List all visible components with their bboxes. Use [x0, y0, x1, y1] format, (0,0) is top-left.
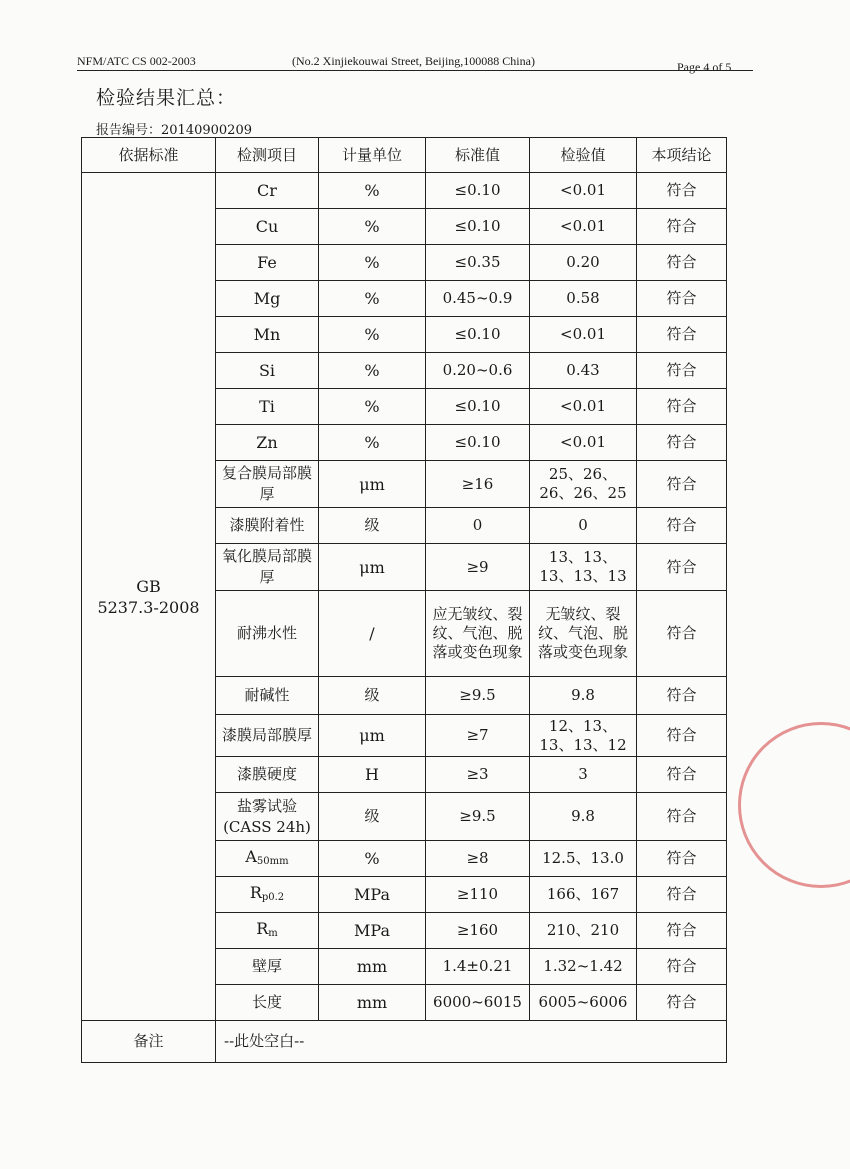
val-cell: 25、26、26、26、25	[530, 461, 637, 508]
std-cell: ≥160	[426, 913, 530, 949]
item-cell: 复合膜局部膜厚	[216, 461, 319, 508]
unit-cell: MPa	[319, 913, 426, 949]
val-cell: 0.20	[530, 245, 637, 281]
item-cell: 氧化膜局部膜厚	[216, 544, 319, 591]
report-number: 报告编号：20140900209	[96, 123, 252, 138]
item-cell: Si	[216, 353, 319, 389]
std-cell: 应无皱纹、裂纹、气泡、脱落或变色现象	[426, 591, 530, 677]
res-cell: 符合	[637, 245, 727, 281]
std-cell: ≤0.10	[426, 209, 530, 245]
remark-label: 备注	[82, 1021, 216, 1063]
red-seal	[738, 722, 850, 888]
val-cell: 0.58	[530, 281, 637, 317]
item-cell: Cr	[216, 173, 319, 209]
item-cell: 盐雾试验(CASS 24h)	[216, 793, 319, 841]
res-cell: 符合	[637, 877, 727, 913]
unit-cell: %	[319, 281, 426, 317]
val-cell: 0	[530, 508, 637, 544]
item-symbol: R	[256, 918, 269, 938]
val-cell: <0.01	[530, 389, 637, 425]
item-cell: Zn	[216, 425, 319, 461]
unit-cell: mm	[319, 985, 426, 1021]
res-cell: 符合	[637, 353, 727, 389]
item-cell: Ti	[216, 389, 319, 425]
unit-cell: μm	[319, 461, 426, 508]
standard-line1: GB	[136, 576, 161, 596]
column-header: 检测项目	[216, 138, 319, 173]
unit-cell: %	[319, 389, 426, 425]
item-subscript: 50mm	[256, 855, 289, 867]
unit-cell: MPa	[319, 877, 426, 913]
std-cell: ≥8	[426, 841, 530, 877]
item-cell: 漆膜附着性	[216, 508, 319, 544]
std-cell: ≥9	[426, 544, 530, 591]
unit-cell: %	[319, 353, 426, 389]
item-cell: Mg	[216, 281, 319, 317]
std-cell: ≥9.5	[426, 677, 530, 715]
val-cell: 12.5、13.0	[530, 841, 637, 877]
val-cell: 6005~6006	[530, 985, 637, 1021]
std-cell: ≥9.5	[426, 793, 530, 841]
item-cell: 漆膜硬度	[216, 757, 319, 793]
unit-cell: /	[319, 591, 426, 677]
std-cell: 0	[426, 508, 530, 544]
res-cell: 符合	[637, 913, 727, 949]
res-cell: 符合	[637, 591, 727, 677]
item-subscript: m	[268, 927, 278, 939]
val-cell: 210、210	[530, 913, 637, 949]
standard-cell	[82, 173, 216, 1021]
std-cell: 6000~6015	[426, 985, 530, 1021]
unit-cell: μm	[319, 544, 426, 591]
std-cell: 0.45~0.9	[426, 281, 530, 317]
header-rule	[77, 70, 753, 71]
res-cell: 符合	[637, 715, 727, 757]
table-row	[82, 173, 727, 209]
std-cell: ≥3	[426, 757, 530, 793]
std-cell: ≤0.10	[426, 389, 530, 425]
item-symbol: A	[245, 846, 257, 866]
val-cell: 3	[530, 757, 637, 793]
std-cell: ≤0.35	[426, 245, 530, 281]
res-cell: 符合	[637, 757, 727, 793]
remark-value: --此处空白--	[216, 1021, 727, 1063]
column-header: 检验值	[530, 138, 637, 173]
std-cell: ≤0.10	[426, 425, 530, 461]
item-cell	[216, 841, 319, 877]
unit-cell: H	[319, 757, 426, 793]
item-cell: 耐沸水性	[216, 591, 319, 677]
column-header: 标准值	[426, 138, 530, 173]
item-cell: 漆膜局部膜厚	[216, 715, 319, 757]
res-cell: 符合	[637, 281, 727, 317]
address: (No.2 Xinjiekouwai Street, Beijing,100088 China)	[292, 54, 535, 68]
std-cell: ≥16	[426, 461, 530, 508]
item-cell: Mn	[216, 317, 319, 353]
res-cell: 符合	[637, 425, 727, 461]
column-header: 依据标准	[82, 138, 216, 173]
item-symbol: R	[249, 882, 262, 902]
std-cell: ≥110	[426, 877, 530, 913]
res-cell: 符合	[637, 461, 727, 508]
unit-cell: %	[319, 425, 426, 461]
val-cell: 9.8	[530, 677, 637, 715]
res-cell: 符合	[637, 544, 727, 591]
res-cell: 符合	[637, 677, 727, 715]
res-cell: 符合	[637, 389, 727, 425]
unit-cell: %	[319, 173, 426, 209]
item-cell: 壁厚	[216, 949, 319, 985]
unit-cell: 级	[319, 677, 426, 715]
val-cell: <0.01	[530, 425, 637, 461]
val-cell: <0.01	[530, 209, 637, 245]
table-header-row	[82, 138, 727, 173]
results-table	[81, 137, 727, 1063]
item-cell: 耐碱性	[216, 677, 319, 715]
val-cell: 166、167	[530, 877, 637, 913]
val-cell: 0.43	[530, 353, 637, 389]
std-cell: ≤0.10	[426, 173, 530, 209]
standard-line2: 5237.3-2008	[97, 597, 200, 617]
val-cell: 13、13、13、13、13	[530, 544, 637, 591]
unit-cell: %	[319, 209, 426, 245]
unit-cell: %	[319, 317, 426, 353]
unit-cell: μm	[319, 715, 426, 757]
unit-cell: mm	[319, 949, 426, 985]
val-cell: <0.01	[530, 173, 637, 209]
item-cell	[216, 877, 319, 913]
remark-row	[82, 1021, 727, 1063]
res-cell: 符合	[637, 508, 727, 544]
res-cell: 符合	[637, 173, 727, 209]
res-cell: 符合	[637, 317, 727, 353]
std-cell: ≥7	[426, 715, 530, 757]
column-header: 计量单位	[319, 138, 426, 173]
val-cell: <0.01	[530, 317, 637, 353]
column-header: 本项结论	[637, 138, 727, 173]
item-subscript: p0.2	[261, 891, 285, 903]
res-cell: 符合	[637, 985, 727, 1021]
val-cell: 9.8	[530, 793, 637, 841]
item-cell: 长度	[216, 985, 319, 1021]
item-cell: Fe	[216, 245, 319, 281]
unit-cell: 级	[319, 793, 426, 841]
val-cell: 12、13、13、13、12	[530, 715, 637, 757]
res-cell: 符合	[637, 841, 727, 877]
std-cell: 1.4±0.21	[426, 949, 530, 985]
item-cell	[216, 913, 319, 949]
res-cell: 符合	[637, 209, 727, 245]
unit-cell: %	[319, 245, 426, 281]
std-cell: 0.20~0.6	[426, 353, 530, 389]
std-cell: ≤0.10	[426, 317, 530, 353]
val-cell: 无皱纹、裂纹、气泡、脱落或变色现象	[530, 591, 637, 677]
unit-cell: 级	[319, 508, 426, 544]
doc-code: NFM/ATC CS 002-2003	[77, 54, 196, 68]
page-title: 检验结果汇总：	[96, 87, 237, 109]
val-cell: 1.32~1.42	[530, 949, 637, 985]
res-cell: 符合	[637, 949, 727, 985]
res-cell: 符合	[637, 793, 727, 841]
unit-cell: %	[319, 841, 426, 877]
item-cell: Cu	[216, 209, 319, 245]
page-number: Page 4 of 5	[677, 60, 732, 74]
